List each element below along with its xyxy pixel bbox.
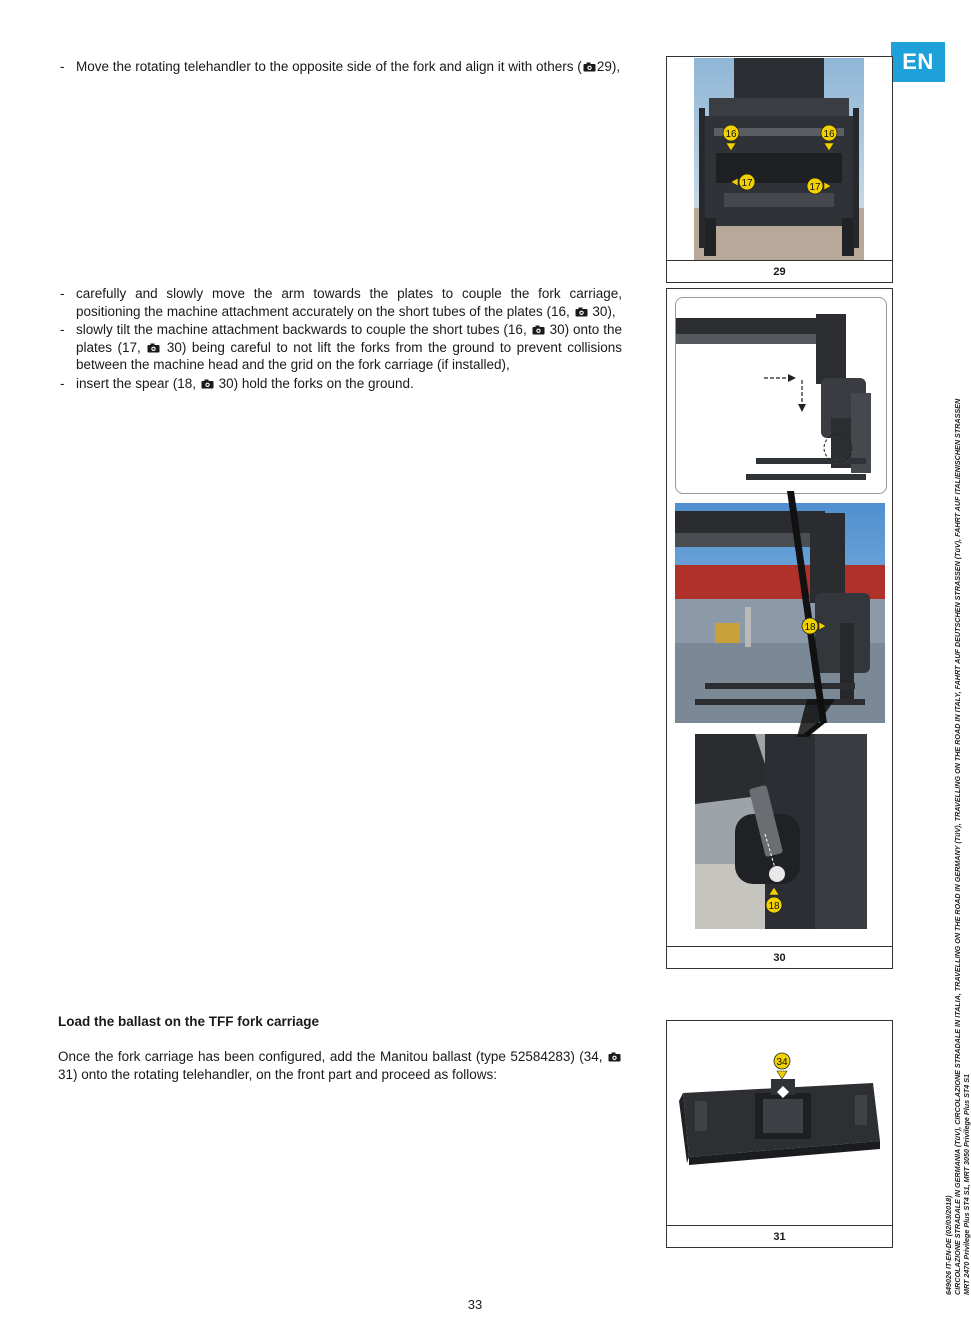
section-heading: Load the ballast on the TFF fork carriage: [58, 1014, 320, 1029]
figure-30-callouts: [667, 289, 892, 968]
side-footer: [944, 399, 971, 1295]
page-number: 33: [467, 1297, 483, 1312]
language-tab: EN: [891, 42, 945, 82]
camera-icon: [532, 325, 545, 335]
camera-icon: [201, 379, 214, 389]
bullet-dash: -: [60, 376, 65, 391]
section-paragraph: Once the fork carriage has been configured, add the Manitou ballast (type 52584283) (34, 31) onto the rotating telehandler, on the front part and proceed as follows:: [58, 1048, 622, 1083]
instruction-item-4: [60, 375, 622, 393]
machine-models: MRT 2470 Privilege Plus ST4 S1, MRT 3050 Privilege Plus ST4 S1: [962, 1073, 971, 1295]
instruction-text: carefully and slowly move the arm towards the plates to couple the fork carriage, positioning the machine attachment accurately on the short tubes of the plates (16, 30),: [76, 286, 622, 319]
instruction-text: Move the rotating telehandler to the opposite side of the fork and align it with others ( 29),: [76, 59, 621, 74]
bullet-dash: -: [60, 286, 65, 301]
svg-text:16: 16: [725, 129, 737, 140]
svg-text:18: 18: [768, 901, 780, 912]
figure-31-caption: 31: [667, 1225, 892, 1247]
figure-29-caption: 29: [667, 260, 892, 282]
figure-29: [666, 56, 893, 283]
callout-17-right: [807, 178, 831, 194]
callout-18-closeup: [766, 887, 782, 913]
camera-icon: [575, 307, 588, 317]
camera-icon: [583, 62, 596, 72]
figure-29-callouts: [667, 57, 892, 282]
instruction-item-2: [60, 285, 622, 320]
svg-text:17: 17: [741, 178, 753, 189]
svg-text:16: 16: [823, 129, 835, 140]
camera-icon: [608, 1052, 621, 1062]
document-section-titles: CIRCOLAZIONE STRADALE IN GERMANIA (TüV), CIRCOLAZIONE STRADALE IN ITALIA, TRAVELLING ON THE ROAD IN GERMANY (TüV), TRAVELLING ON THE ROAD IN ITALY, FAHRT AUF DEUTSCHEN STRASSEN (TüV), FAHRT AUF ITALIENISCHEN STRASSEN: [953, 398, 962, 1295]
document-code: 649026 IT-EN-DE (02/03/2018): [944, 1195, 953, 1295]
figure-30-caption: 30: [667, 946, 892, 968]
figure-31: [666, 1020, 893, 1248]
instruction-item-1: [60, 58, 630, 76]
callout-18-photo: [802, 618, 826, 634]
figure-30: [666, 288, 893, 969]
svg-text:17: 17: [809, 182, 821, 193]
callout-16-left: [723, 125, 739, 151]
camera-icon: [147, 343, 160, 353]
bullet-dash: -: [60, 59, 65, 74]
instruction-text: slowly tilt the machine attachment backwards to couple the short tubes (16, 30) onto the plates (17, 30) being careful to not lift the forks from the ground to prevent collisions between the machine head and the grid on the fork carriage (if installed),: [76, 322, 622, 372]
instruction-item-3: [60, 321, 622, 374]
instruction-text: insert the spear (18, 30) hold the forks on the ground.: [76, 376, 414, 391]
callout-17-left: [731, 174, 755, 190]
figure-31-callouts: [667, 1021, 892, 1247]
callout-16-right: [821, 125, 837, 151]
bullet-dash: -: [60, 322, 65, 337]
svg-text:34: 34: [776, 1057, 788, 1068]
callout-34: [774, 1053, 790, 1079]
svg-text:18: 18: [804, 622, 816, 633]
